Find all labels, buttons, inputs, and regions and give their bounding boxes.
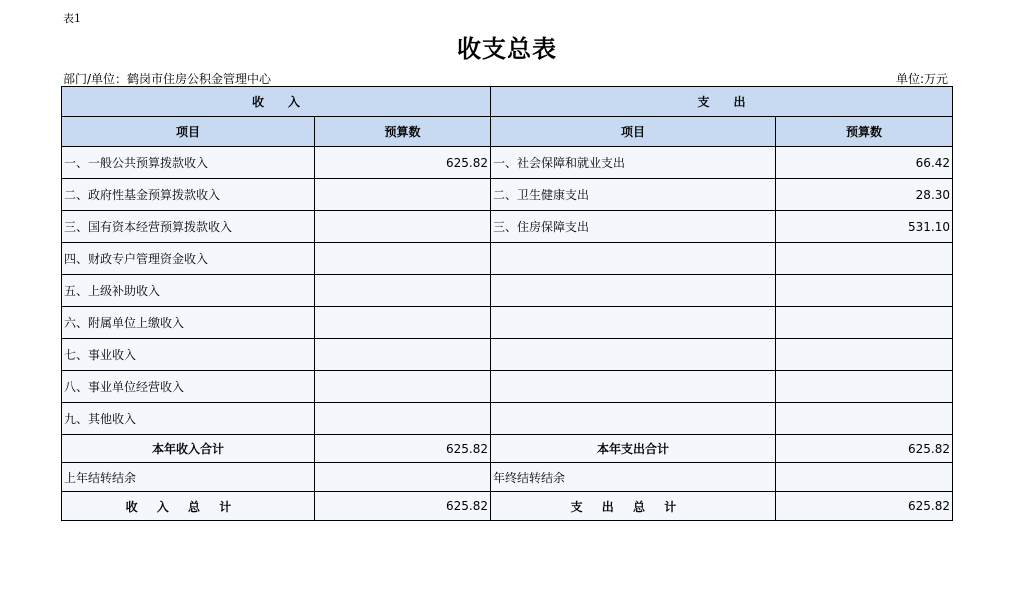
income-item: 八、事业单位经营收入 <box>62 371 315 403</box>
table-row <box>62 275 953 307</box>
expense-item <box>491 339 776 371</box>
expense-item <box>491 307 776 339</box>
table-row <box>62 243 953 275</box>
expense-value: 66.42 <box>776 147 953 179</box>
income-value <box>315 403 491 435</box>
income-budget-header: 预算数 <box>315 117 491 147</box>
expense-group-header: 支 出 <box>491 87 953 117</box>
department-label: 部门/单位：鹤岗市住房公积金管理中心 <box>63 72 272 86</box>
income-carryover-label: 上年结转结余 <box>62 463 315 492</box>
income-value <box>315 307 491 339</box>
expense-item-header: 项目 <box>491 117 776 147</box>
expense-total-value: 625.82 <box>776 492 953 521</box>
subtotal-row <box>62 435 953 463</box>
expense-carryover-label: 年终结转结余 <box>491 463 776 492</box>
expense-item <box>491 275 776 307</box>
table-row <box>62 179 953 211</box>
income-subtotal-value: 625.82 <box>315 435 491 463</box>
income-group-header: 收 入 <box>62 87 491 117</box>
table-row <box>62 371 953 403</box>
income-item: 二、政府性基金预算拨款收入 <box>62 179 315 211</box>
income-total-value: 625.82 <box>315 492 491 521</box>
income-subtotal-label: 本年收入合计 <box>62 435 315 463</box>
income-item: 三、国有资本经营预算拨款收入 <box>62 211 315 243</box>
income-carryover-value <box>315 463 491 492</box>
income-value <box>315 243 491 275</box>
expense-value <box>776 371 953 403</box>
carryover-row <box>62 463 953 492</box>
expense-total-label: 支出总计 <box>491 492 776 521</box>
income-total-label: 收入总计 <box>62 492 315 521</box>
table-number: 表1 <box>63 12 81 25</box>
unit-label: 单位:万元 <box>895 72 948 86</box>
budget-summary-table <box>61 86 953 521</box>
income-item: 四、财政专户管理资金收入 <box>62 243 315 275</box>
expense-item <box>491 371 776 403</box>
expense-value <box>776 275 953 307</box>
expense-subtotal-label: 本年支出合计 <box>491 435 776 463</box>
income-item: 六、附属单位上缴收入 <box>62 307 315 339</box>
income-item: 一、一般公共预算拨款收入 <box>62 147 315 179</box>
expense-item <box>491 403 776 435</box>
income-item: 九、其他收入 <box>62 403 315 435</box>
income-value: 625.82 <box>315 147 491 179</box>
expense-budget-header: 预算数 <box>776 117 953 147</box>
total-row <box>62 492 953 521</box>
expense-value <box>776 307 953 339</box>
income-item-header: 项目 <box>62 117 315 147</box>
expense-item <box>491 243 776 275</box>
table-row <box>62 147 953 179</box>
income-value <box>315 211 491 243</box>
expense-subtotal-value: 625.82 <box>776 435 953 463</box>
income-value <box>315 179 491 211</box>
page-title: 收支总表 <box>457 35 557 63</box>
expense-value: 531.10 <box>776 211 953 243</box>
column-header-row <box>62 117 953 147</box>
group-header-row <box>62 87 953 117</box>
expense-item: 二、卫生健康支出 <box>491 179 776 211</box>
expense-carryover-value <box>776 463 953 492</box>
income-value <box>315 339 491 371</box>
income-item: 七、事业收入 <box>62 339 315 371</box>
expense-value <box>776 243 953 275</box>
expense-value <box>776 403 953 435</box>
expense-value <box>776 339 953 371</box>
table-row <box>62 211 953 243</box>
expense-item: 三、住房保障支出 <box>491 211 776 243</box>
income-value <box>315 371 491 403</box>
table-row <box>62 339 953 371</box>
expense-item: 一、社会保障和就业支出 <box>491 147 776 179</box>
table-row <box>62 307 953 339</box>
table-row <box>62 403 953 435</box>
income-value <box>315 275 491 307</box>
expense-value: 28.30 <box>776 179 953 211</box>
income-item: 五、上级补助收入 <box>62 275 315 307</box>
